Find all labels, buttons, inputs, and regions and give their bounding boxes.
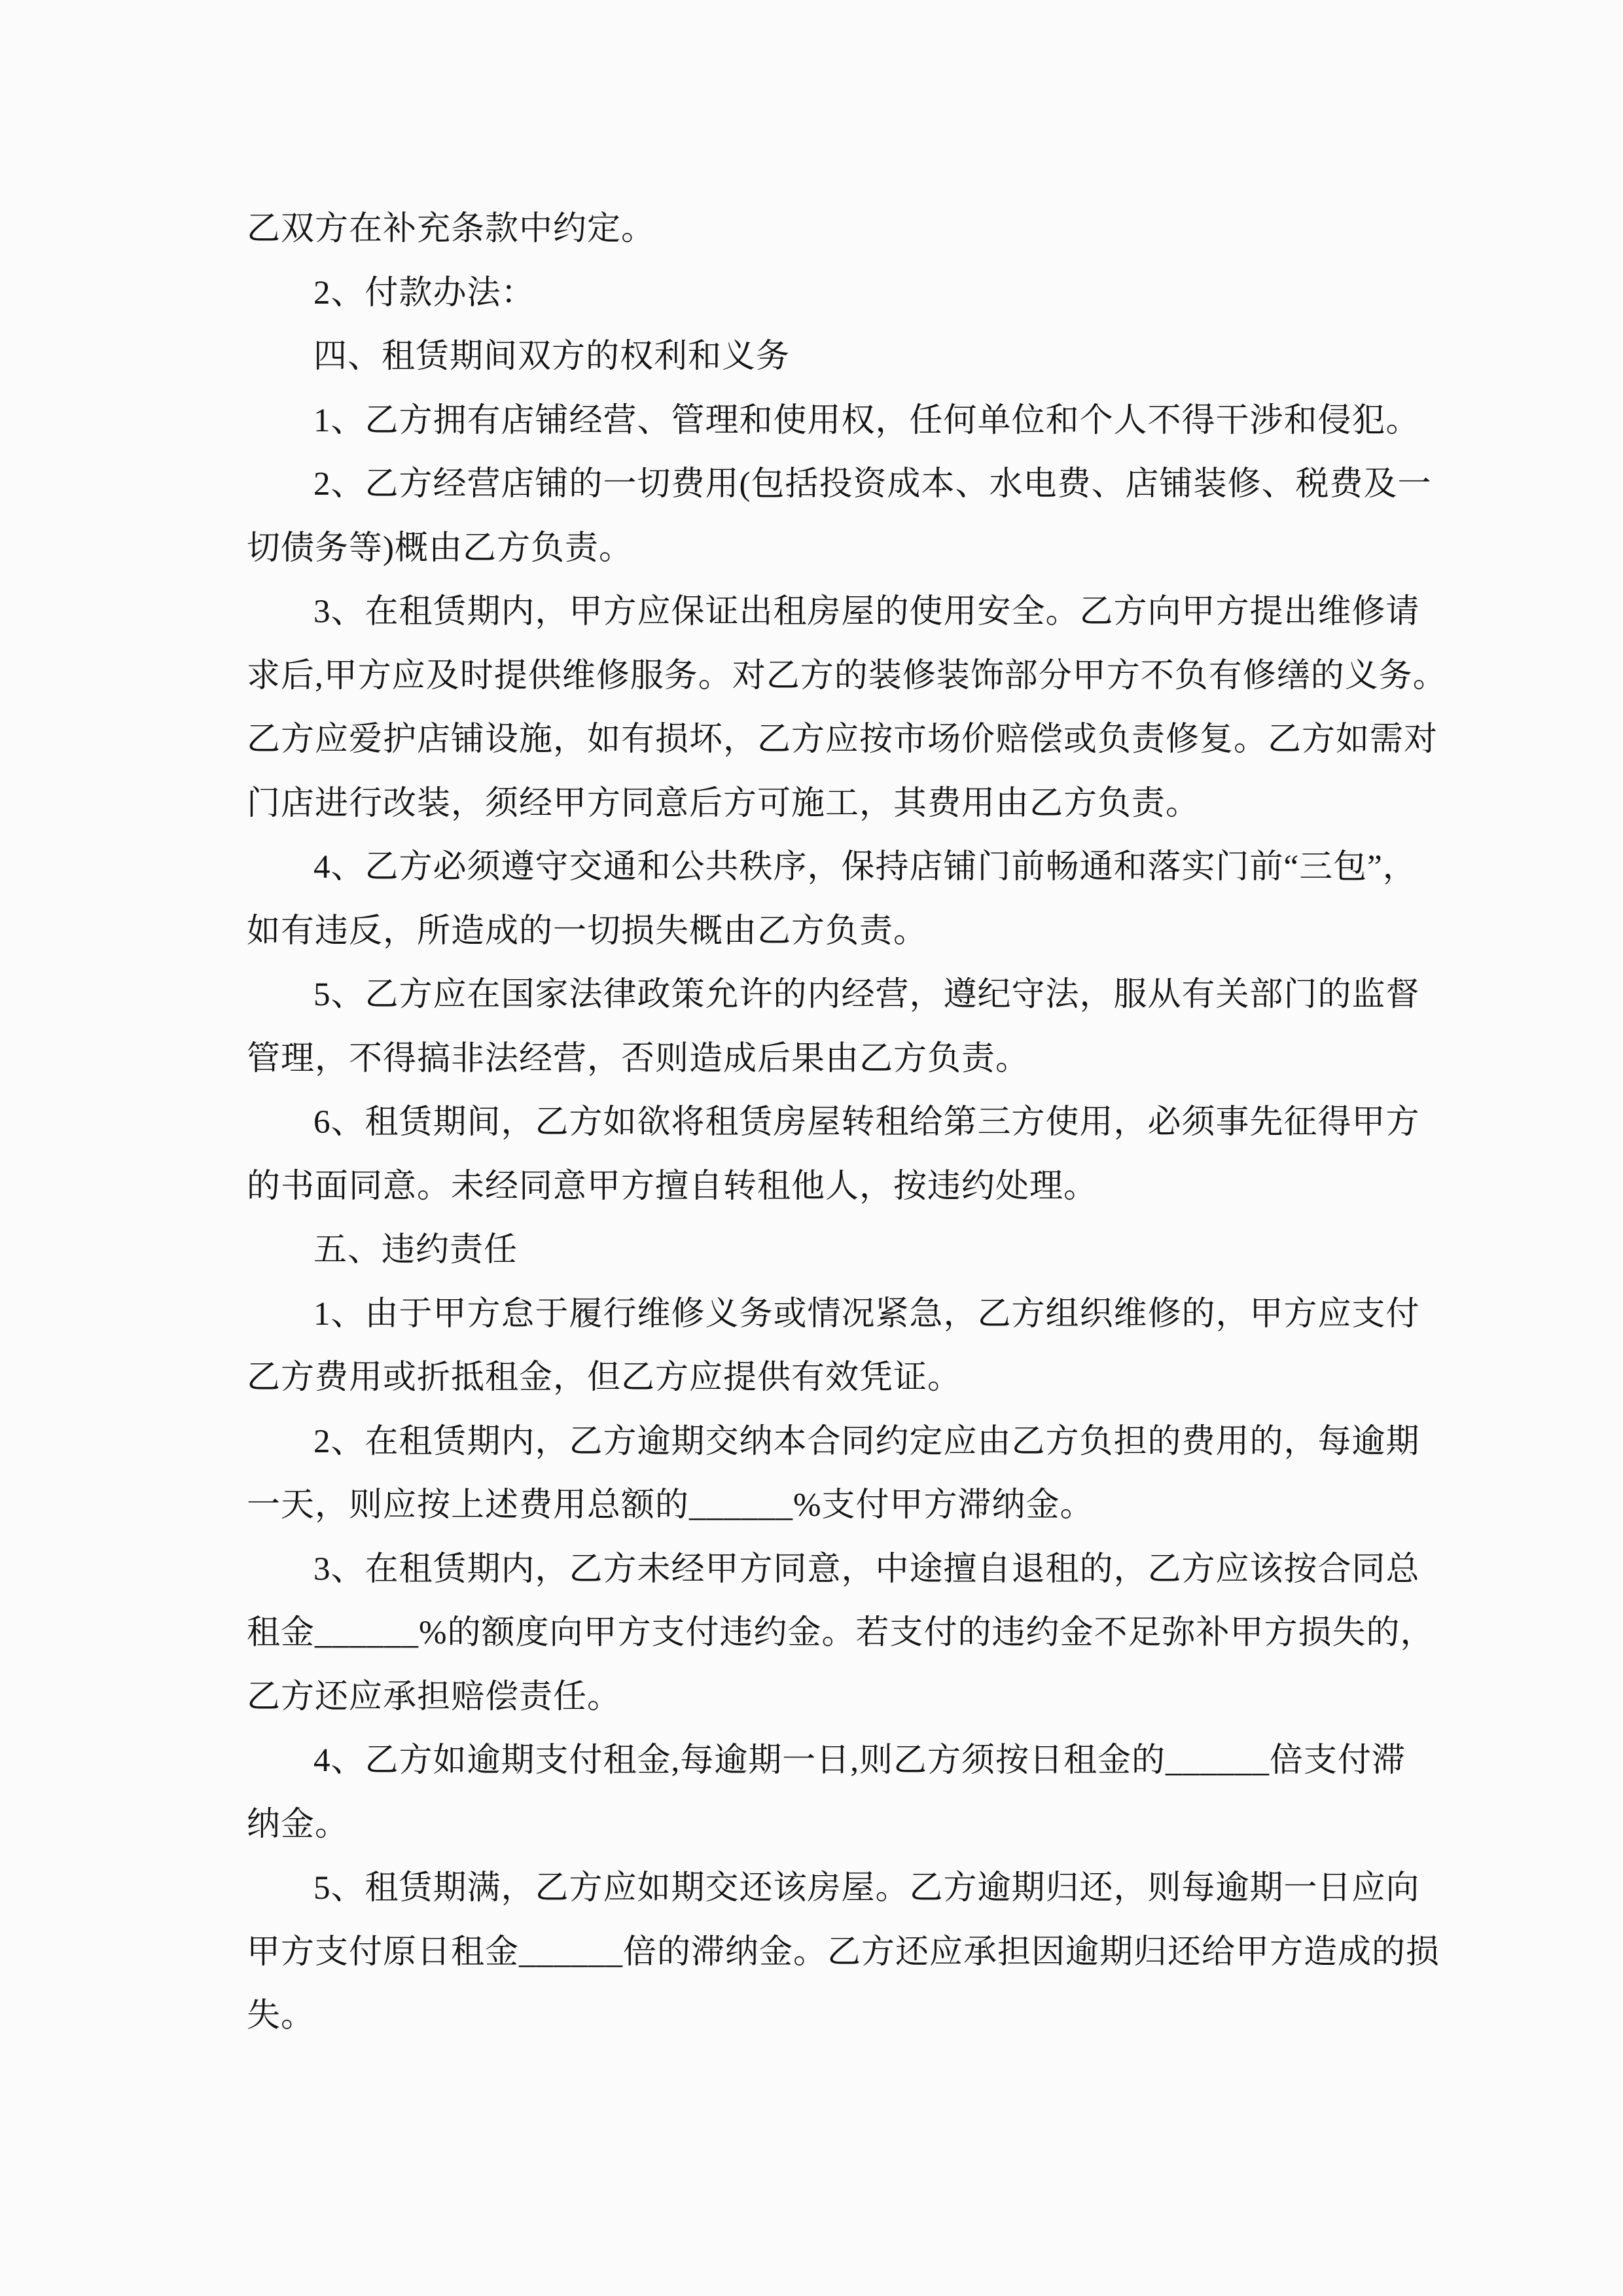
text-line: 3、在租赁期内，甲方应保证出租房屋的使用安全。乙方向甲方提出维修请 — [313, 594, 1420, 630]
text-line: 如有违反，所造成的一切损失概由乙方负责。 — [247, 912, 928, 950]
text-line: 求后,甲方应及时提供维修服务。对乙方的装修装饰部分甲方不负有修缮的义务。 — [247, 657, 1447, 694]
text-line: 4、乙方如逾期支付租金,每逾期一日,则乙方须按日租金的______倍支付滞 — [313, 1742, 1406, 1779]
text-line: 纳金。 — [247, 1806, 349, 1843]
text-line: 乙方费用或折抵租金，但乙方应提供有效凭证。 — [247, 1359, 962, 1396]
text-line: 门店进行改装，须经甲方同意后方可施工，其费用由乙方负责。 — [247, 785, 1200, 822]
text-line: 2、付款办法： — [313, 274, 535, 312]
contract-text-block — [247, 198, 1447, 2049]
text-line: 6、租赁期间，乙方如欲将租赁房屋转租给第三方使用，必须事先征得甲方 — [313, 1104, 1420, 1141]
text-line: 切债务等)概由乙方负责。 — [247, 529, 633, 567]
text-line: 租金______%的额度向甲方支付违约金。若支付的违约金不足弥补甲方损失的， — [247, 1615, 1435, 1651]
text-line: 乙方还应承担赔偿责任。 — [247, 1678, 622, 1715]
text-line: 乙双方在补充条款中约定。 — [247, 211, 656, 247]
text-line: 五、违约责任 — [313, 1232, 518, 1268]
text-line: 5、租赁期满，乙方应如期交还该房屋。乙方逾期归还，则每逾期一日应向 — [313, 1870, 1420, 1907]
text-line: 5、乙方应在国家法律政策允许的内经营，遵纪守法，服从有关部门的监督 — [313, 977, 1420, 1013]
text-line: 失。 — [247, 1998, 315, 2034]
text-line: 2、乙方经营店铺的一切费用(包括投资成本、水电费、店铺装修、税费及一 — [313, 466, 1432, 503]
text-line: 4、乙方必须遵守交通和公共秩序，保持店铺门前畅通和落实门前“三包”， — [313, 849, 1417, 886]
text-line: 一天，则应按上述费用总额的______%支付甲方滞纳金。 — [247, 1487, 1094, 1524]
text-line: 四、租赁期间双方的权利和义务 — [313, 338, 791, 375]
text-line: 甲方支付原日租金______倍的滞纳金。乙方还应承担因逾期归还给甲方造成的损 — [247, 1933, 1440, 1971]
text-line: 乙方应爱护店铺设施，如有损坏，乙方应按市场价赔偿或负责修复。乙方如需对 — [247, 721, 1438, 758]
text-line: 1、乙方拥有店铺经营、管理和使用权，任何单位和个人不得干涉和侵犯。 — [313, 402, 1420, 439]
text-line: 2、在租赁期内，乙方逾期交纳本合同约定应由乙方负担的费用的，每逾期 — [313, 1423, 1420, 1460]
text-line: 的书面同意。未经同意甲方擅自转租他人，按违约处理。 — [247, 1168, 1098, 1205]
text-line: 3、在租赁期内，乙方未经甲方同意，中途擅自退租的，乙方应该按合同总 — [313, 1551, 1420, 1588]
text-line: 1、由于甲方怠于履行维修义务或情况紧急，乙方组织维修的，甲方应支付 — [313, 1295, 1420, 1333]
text-line: 管理，不得搞非法经营，否则造成后果由乙方负责。 — [247, 1040, 1030, 1077]
